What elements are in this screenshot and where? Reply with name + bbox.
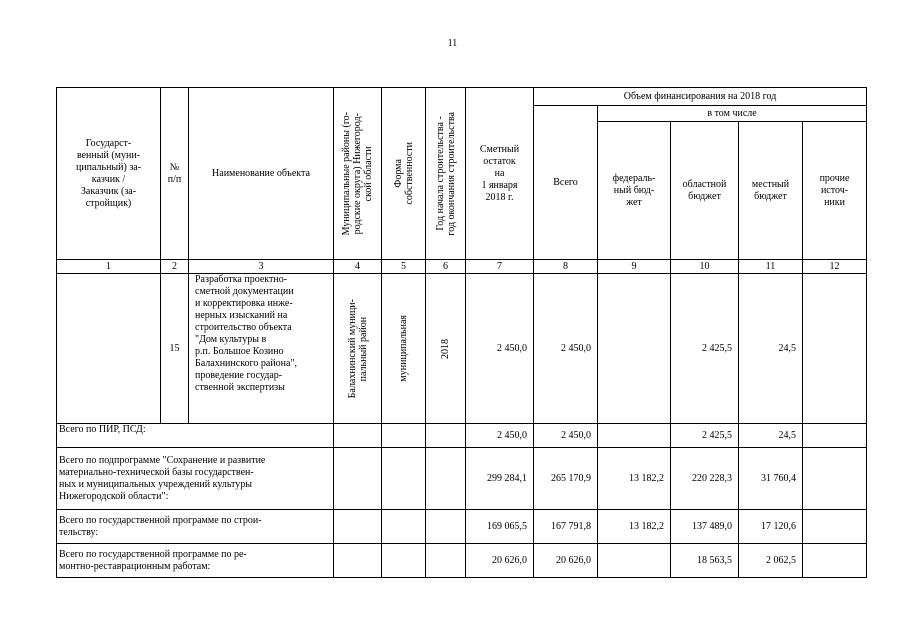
summary-estimate: 299 284,1 [466,448,534,510]
summary-total: 167 791,8 [534,510,598,544]
empty-cell [382,510,426,544]
summary-estimate: 20 626,0 [466,544,534,578]
summary-label: Всего по государственной программе по строи- тельству: [57,510,334,544]
summary-regional: 2 425,5 [671,424,739,448]
column-number: 8 [534,260,598,274]
table-row [57,274,867,424]
header-local: местный бюджет [739,122,803,260]
summary-label: Всего по ПИР, ПСД: [57,424,334,448]
row-federal [598,274,671,424]
summary-regional: 220 228,3 [671,448,739,510]
column-number: 10 [671,260,739,274]
column-number: 1 [57,260,161,274]
row-total: 2 450,0 [534,274,598,424]
header-customer: Государст- венный (муни- ципальный) за- казчик / Заказчик (за- стройщик) [57,88,161,260]
row-object-name: Разработка проектно- сметной документации и корректировка инже- нерных изысканий на строительство объекта "Дом культуры в р.п. Большое Козино Балахнинского района", проведение государ- ственной экспертизы [189,274,334,424]
header-object-name: Наименование объекта [189,88,334,260]
summary-label: Всего по государственной программе по ре- монтно-реставрационным работам: [57,544,334,578]
row-number: 15 [161,274,189,424]
header-total: Всего [534,106,598,260]
row-local: 24,5 [739,274,803,424]
empty-cell [382,424,426,448]
summary-federal [598,544,671,578]
empty-cell [382,544,426,578]
summary-label: Всего по подпрограмме "Сохранение и развитие материально-технической базы государствен- ных и муниципальных учреждений культуры Нижегородской области": [57,448,334,510]
row-ownership: муниципальная [398,315,409,382]
empty-cell [426,424,466,448]
empty-cell [334,544,382,578]
page-number: 11 [447,38,458,49]
column-numbers-row [57,260,867,274]
summary-federal: 13 182,2 [598,510,671,544]
row-estimate: 2 450,0 [466,274,534,424]
header-federal: федераль- ный бюд- жет [598,122,671,260]
header-years-cell [426,88,466,260]
column-number: 3 [189,260,334,274]
empty-cell [426,544,466,578]
column-number: 2 [161,260,189,274]
header-other: прочие источ- ники [803,122,867,260]
summary-estimate: 2 450,0 [466,424,534,448]
header-districts: Муниципальные районы (го- родские округа) Нижегород- ской области [341,111,374,236]
row-other [803,274,867,424]
column-number: 11 [739,260,803,274]
row-year: 2018 [440,338,451,359]
summary-regional: 18 563,5 [671,544,739,578]
summary-estimate: 169 065,5 [466,510,534,544]
column-number: 5 [382,260,426,274]
summary-total: 2 450,0 [534,424,598,448]
row-district: Балахнинский муници- пальный район [346,298,369,399]
header-districts-cell [334,88,382,260]
row-year-cell [426,274,466,424]
header-funding-volume: Объем финансирования на 2018 год [534,88,867,106]
header-number: № п/п [161,88,189,260]
summary-row [57,448,867,510]
summary-row [57,424,867,448]
summary-total: 20 626,0 [534,544,598,578]
column-number: 12 [803,260,867,274]
header-including: в том числе [598,106,867,122]
column-number: 6 [426,260,466,274]
summary-other [803,448,867,510]
header-regional: областной бюджет [671,122,739,260]
summary-other [803,544,867,578]
row-customer-empty [57,274,161,424]
row-ownership-cell [382,274,426,424]
summary-local: 24,5 [739,424,803,448]
summary-row [57,510,867,544]
header-ownership-cell [382,88,426,260]
column-number: 4 [334,260,382,274]
summary-federal [598,424,671,448]
financing-table [56,87,867,578]
header-estimate-balance: Сметный остаток на 1 января 2018 г. [466,88,534,260]
empty-cell [334,448,382,510]
summary-local: 17 120,6 [739,510,803,544]
column-number: 7 [466,260,534,274]
empty-cell [334,424,382,448]
header-ownership: Форма собственности [392,142,415,205]
empty-cell [382,448,426,510]
column-number: 9 [598,260,671,274]
summary-federal: 13 182,2 [598,448,671,510]
row-regional: 2 425,5 [671,274,739,424]
row-district-cell [334,274,382,424]
summary-total: 265 170,9 [534,448,598,510]
header-years: Год начала строительства - год окончания строительства [434,111,457,236]
summary-regional: 137 489,0 [671,510,739,544]
summary-local: 2 062,5 [739,544,803,578]
empty-cell [334,510,382,544]
summary-row [57,544,867,578]
summary-other [803,510,867,544]
summary-other [803,424,867,448]
summary-local: 31 760,4 [739,448,803,510]
empty-cell [426,510,466,544]
empty-cell [426,448,466,510]
